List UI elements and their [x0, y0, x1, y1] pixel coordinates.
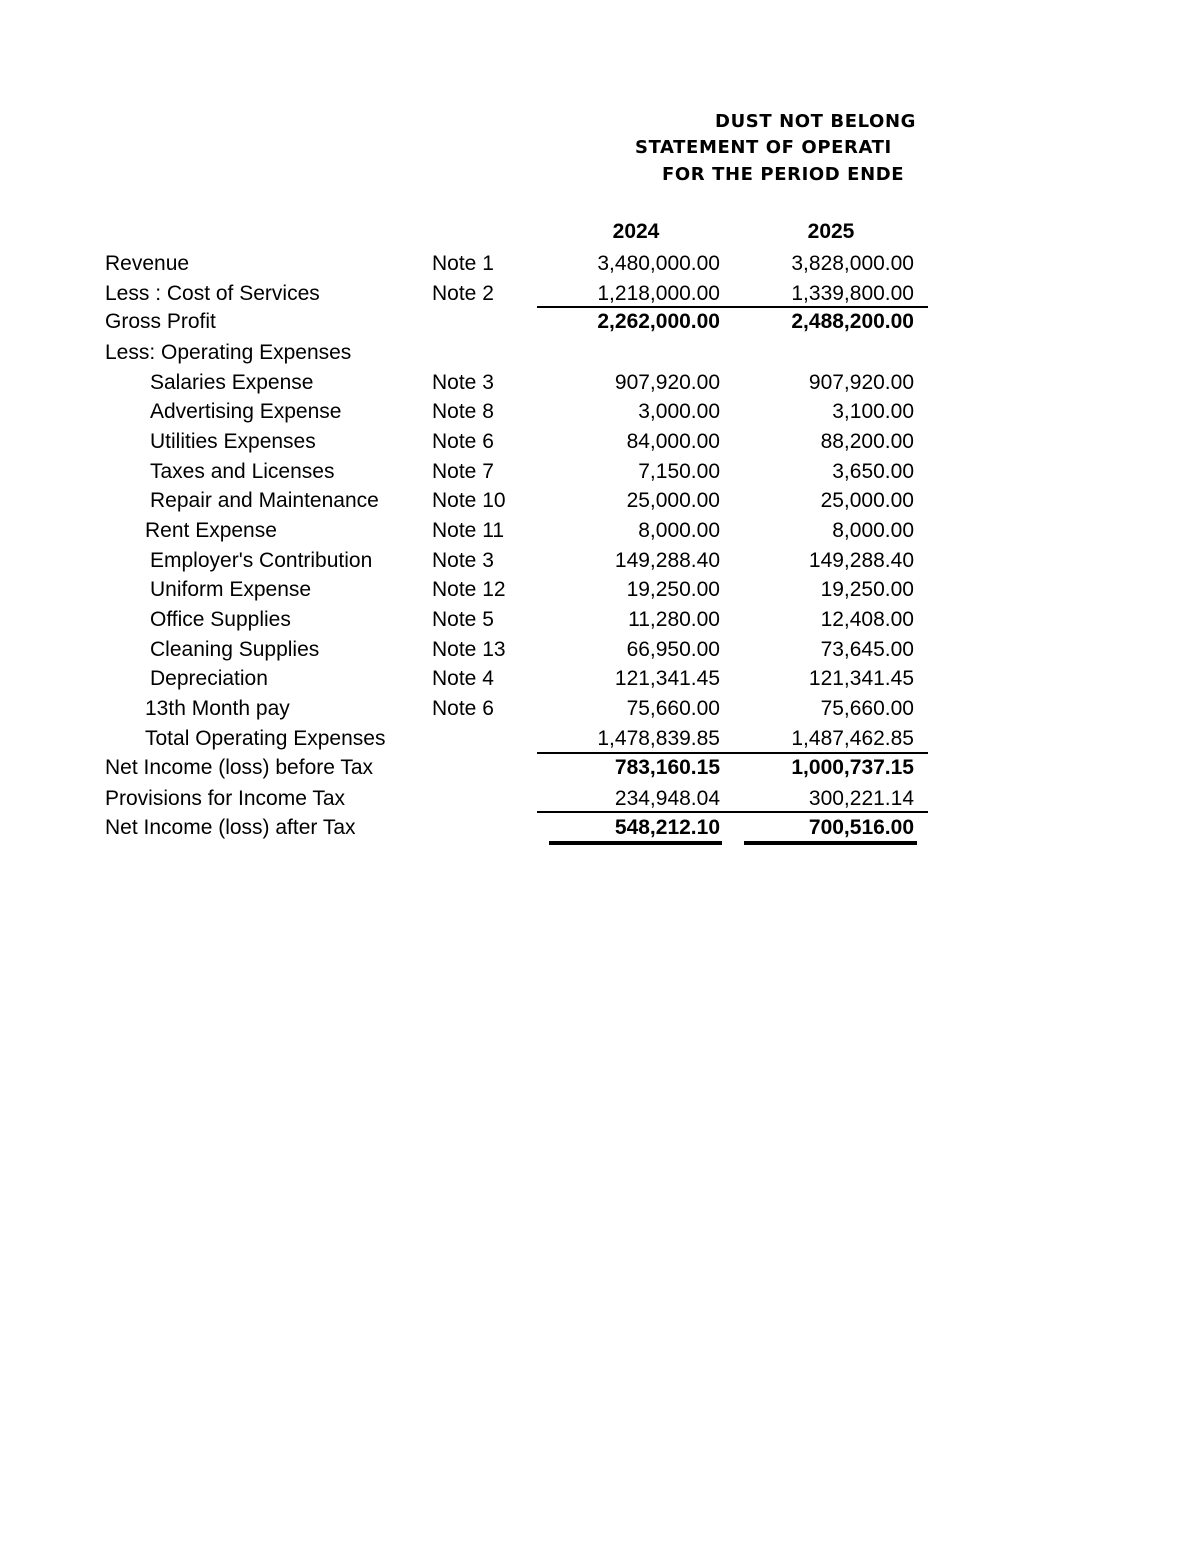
row-advertising	[0, 397, 1200, 426]
value-2025: 3,828,000.00	[791, 252, 914, 275]
row-label: Office Supplies	[150, 608, 291, 631]
row-utilities	[0, 427, 1200, 456]
value-2024: 25,000.00	[626, 489, 720, 512]
row-label: Gross Profit	[105, 310, 216, 333]
row-cleaning-supplies	[0, 635, 1200, 664]
row-office-supplies	[0, 605, 1200, 634]
row-label: Net Income (loss) before Tax	[105, 756, 374, 779]
row-repair-maintenance	[0, 486, 1200, 515]
value-2025: 12,408.00	[820, 608, 914, 631]
value-2025: 1,487,462.85	[791, 727, 914, 750]
column-header-2025: 2025	[807, 220, 855, 243]
row-note: Note 13	[432, 638, 506, 661]
value-2025: 1,339,800.00	[791, 282, 914, 305]
value-2025: 75,660.00	[820, 697, 914, 720]
row-taxes-licenses	[0, 457, 1200, 486]
row-note: Note 12	[432, 578, 506, 601]
value-2024: 84,000.00	[626, 430, 720, 453]
row-note: Note 11	[432, 519, 504, 542]
row-note: Note 10	[432, 489, 506, 512]
value-2024: 75,660.00	[626, 697, 720, 720]
row-note: Note 1	[432, 252, 494, 275]
value-2025: 3,100.00	[832, 400, 914, 423]
row-label: Salaries Expense	[150, 371, 314, 394]
value-2024: 19,250.00	[626, 578, 720, 601]
value-2025: 1,000,737.15	[791, 756, 914, 779]
row-label: Repair and Maintenance	[150, 489, 379, 512]
value-2024: 7,150.00	[638, 460, 720, 483]
row-label: Advertising Expense	[150, 400, 342, 423]
row-note: Note 6	[432, 430, 494, 453]
row-rent	[0, 516, 1200, 545]
value-2024: 11,280.00	[628, 608, 720, 631]
value-2025: 2,488,200.00	[791, 310, 914, 333]
column-header-2024: 2024	[612, 220, 660, 243]
row-operating-expenses-heading	[0, 338, 1200, 367]
value-2024: 3,000.00	[638, 400, 720, 423]
value-2024: 783,160.15	[614, 756, 720, 779]
value-2025: 8,000.00	[832, 519, 914, 542]
value-2024: 121,341.45	[614, 667, 720, 690]
value-2025: 121,341.45	[808, 667, 914, 690]
value-2024: 548,212.10	[614, 816, 720, 839]
row-label: Revenue	[105, 252, 190, 275]
value-2024: 1,478,839.85	[597, 727, 720, 750]
company-name: DUST NOT BELONG	[715, 111, 916, 132]
row-net-income-before-tax	[0, 753, 1200, 782]
row-label: Cleaning Supplies	[150, 638, 320, 661]
value-2024: 234,948.04	[614, 787, 720, 810]
row-uniform	[0, 575, 1200, 604]
value-2024: 1,218,000.00	[597, 282, 720, 305]
row-revenue	[0, 249, 1200, 278]
value-2024: 2,262,000.00	[597, 310, 720, 333]
row-depreciation	[0, 664, 1200, 693]
row-note: Note 3	[432, 371, 494, 394]
row-note: Note 2	[432, 282, 494, 305]
value-2024: 3,480,000.00	[597, 252, 720, 275]
row-employer-contribution	[0, 546, 1200, 575]
row-13th-month	[0, 694, 1200, 723]
value-2025: 907,920.00	[808, 371, 914, 394]
row-label: Less : Cost of Services	[105, 282, 320, 305]
row-label: Taxes and Licenses	[150, 460, 335, 483]
double-underline-2025	[744, 841, 917, 845]
row-label: Total Operating Expenses	[145, 727, 386, 750]
row-cost-of-services	[0, 279, 1200, 308]
value-2025: 300,221.14	[808, 787, 914, 810]
row-provision-income-tax	[0, 784, 1200, 813]
row-note: Note 4	[432, 667, 494, 690]
row-label: Employer's Contribution	[150, 549, 373, 572]
row-note: Note 5	[432, 608, 494, 631]
period-title: FOR THE PERIOD ENDE	[662, 164, 905, 185]
row-net-income-after-tax	[0, 813, 1200, 842]
row-note: Note 6	[432, 697, 494, 720]
row-note: Note 8	[432, 400, 494, 423]
value-2025: 3,650.00	[832, 460, 914, 483]
row-label: Less: Operating Expenses	[105, 341, 352, 364]
value-2024: 907,920.00	[614, 371, 720, 394]
row-label: Uniform Expense	[150, 578, 312, 601]
value-2024: 149,288.40	[614, 549, 720, 572]
statement-title: STATEMENT OF OPERATI	[635, 137, 892, 158]
row-note: Note 7	[432, 460, 494, 483]
row-label: Rent Expense	[145, 519, 277, 542]
row-label: Depreciation	[150, 667, 268, 690]
value-2025: 700,516.00	[808, 816, 914, 839]
value-2025: 19,250.00	[820, 578, 914, 601]
row-label: Net Income (loss) after Tax	[105, 816, 356, 839]
value-2025: 25,000.00	[820, 489, 914, 512]
value-2025: 88,200.00	[820, 430, 914, 453]
row-label: Provisions for Income Tax	[105, 787, 346, 810]
row-note: Note 3	[432, 549, 494, 572]
value-2024: 66,950.00	[626, 638, 720, 661]
value-2024: 8,000.00	[638, 519, 720, 542]
double-underline-2024	[549, 841, 722, 845]
value-2025: 149,288.40	[808, 549, 914, 572]
row-label: 13th Month pay	[145, 697, 290, 720]
row-gross-profit	[0, 307, 1200, 336]
row-label: Utilities Expenses	[150, 430, 316, 453]
value-2025: 73,645.00	[820, 638, 914, 661]
row-salaries	[0, 368, 1200, 397]
row-total-operating-expenses	[0, 724, 1200, 753]
